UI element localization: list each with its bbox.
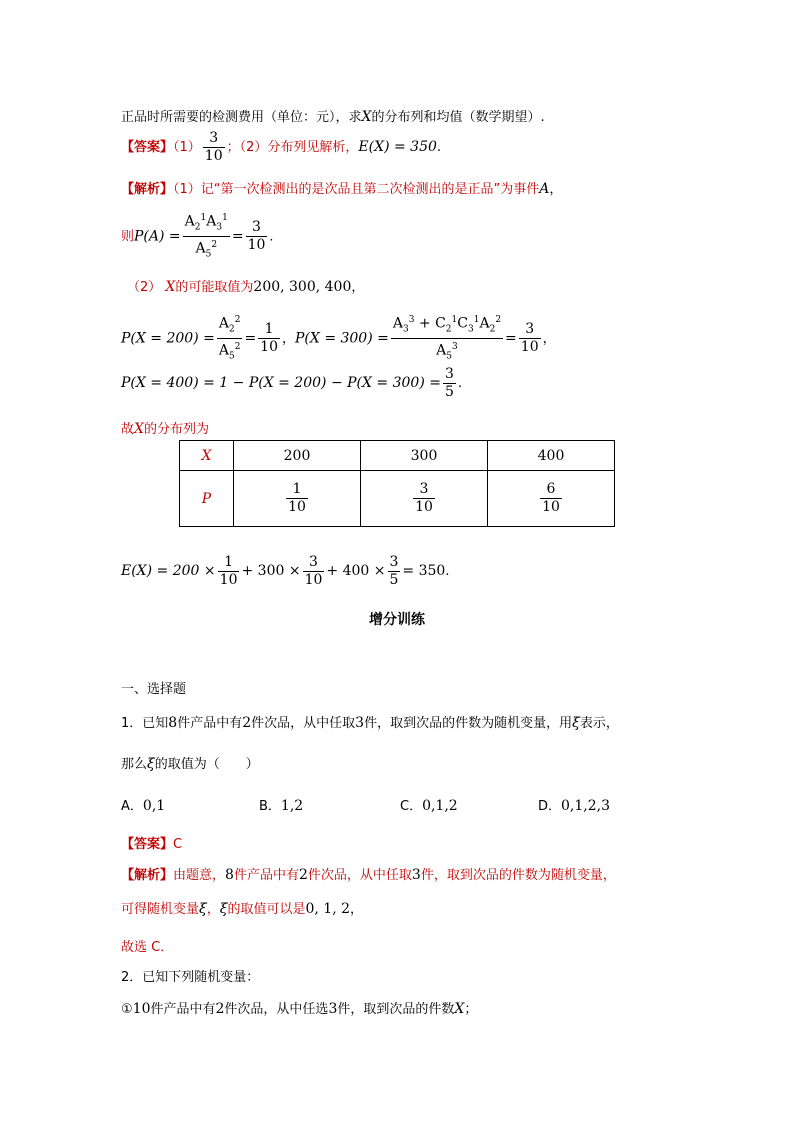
question-1-conclusion: 故选 C．: [121, 940, 174, 955]
distribution-table: [179, 440, 615, 527]
option-c[interactable]: C．0,1,2: [400, 798, 458, 814]
event-a: A: [539, 181, 550, 197]
exercise-heading: 一、选择题: [121, 682, 187, 697]
option-b[interactable]: B．1,2: [259, 798, 304, 814]
option-a[interactable]: A．0,1: [121, 798, 166, 814]
table-cell: 400: [488, 441, 615, 471]
question-2-item-1: ①10件产品中有2件次品，从中任选3件，取到次品的件数X；: [121, 1001, 478, 1017]
expectation-value: E(X) = 350: [358, 139, 437, 155]
result-fraction: $\frac{3}{10}$: [247, 219, 266, 254]
variable-x: X: [361, 109, 372, 125]
question-1-line-2: 那么ξ的取值为（ ）: [121, 756, 259, 772]
question-1-analysis-line-1: 【解析】由题意，8件产品中有2件次品，从中任取3件，取到次品的件数为随机变量，: [121, 867, 616, 883]
section-title: 增分训练: [369, 612, 425, 628]
table-cell: $\frac{3}{10}$: [361, 471, 488, 527]
distribution-intro: 故X的分布列为: [121, 421, 209, 437]
table-cell: 300: [361, 441, 488, 471]
probability-line-1: P(X = 200) = $\frac{A_2^2}{A_5^2}$ = $\frac{1}{10}$ ，P(X = 300) = $\frac{A_3^3 + C_2^1C_3^1A_2^2}{A_5^3}$ = $\frac{3}{10}$ ，: [121, 312, 556, 366]
answer-line: 【答案】（1） $\frac{3}{10}$ ；（2）分布列见解析，E(X) = 350.: [121, 130, 442, 164]
table-row: [180, 471, 615, 527]
question-1-answer: 【答案】C: [121, 837, 183, 852]
answer-label: 【答案】: [121, 140, 174, 155]
question-1-line-1: 1．已知8件产品中有2件次品，从中任取3件，取到次品的件数为随机变量，用ξ表示，: [121, 715, 619, 731]
question-2-line-1: 2．已知下列随机变量：: [121, 970, 260, 985]
row-label-x: X: [180, 441, 234, 471]
table-cell: $\frac{1}{10}$: [234, 471, 361, 527]
row-label-p: P: [180, 471, 234, 527]
answer-fraction: $\frac{3}{10}$: [204, 130, 223, 164]
expectation-line: E(X) = 200 × $\frac{1}{10}$ + 300 × $\frac{3}{10}$ + 400 × $\frac{3}{5}$ = 350.: [121, 554, 450, 588]
analysis-label: 【解析】: [121, 182, 174, 197]
question-1-analysis-line-2: 可得随机变量ξ，ξ的取值可以是0, 1, 2，: [121, 901, 364, 917]
table-cell: 200: [234, 441, 361, 471]
part2-line: （2） X的可能取值为200, 300, 400，: [127, 279, 365, 295]
probability-a-line: 则P(A) = $\frac{A_2^1A_3^1}{A_5^2}$ = $\frac{3}{10}$ .: [121, 210, 274, 264]
permutation-fraction: $\frac{A_2^1A_3^1}{A_5^2}$: [183, 210, 230, 264]
probability-line-2: P(X = 400) = 1 − P(X = 200) − P(X = 300) = $\frac{3}{5}$ .: [121, 366, 463, 400]
analysis-line: 【解析】（1）记“第一次检测出的是次品且第二次检测出的是正品”为事件A，: [121, 181, 563, 197]
table-cell: $\frac{6}{10}$: [488, 471, 615, 527]
table-row: [180, 441, 615, 471]
option-d[interactable]: D．0,1,2,3: [538, 798, 610, 814]
problem-text-line: 正品时所需要的检测费用（单位：元），求X的分布列和均值（数学期望）.: [121, 109, 545, 125]
